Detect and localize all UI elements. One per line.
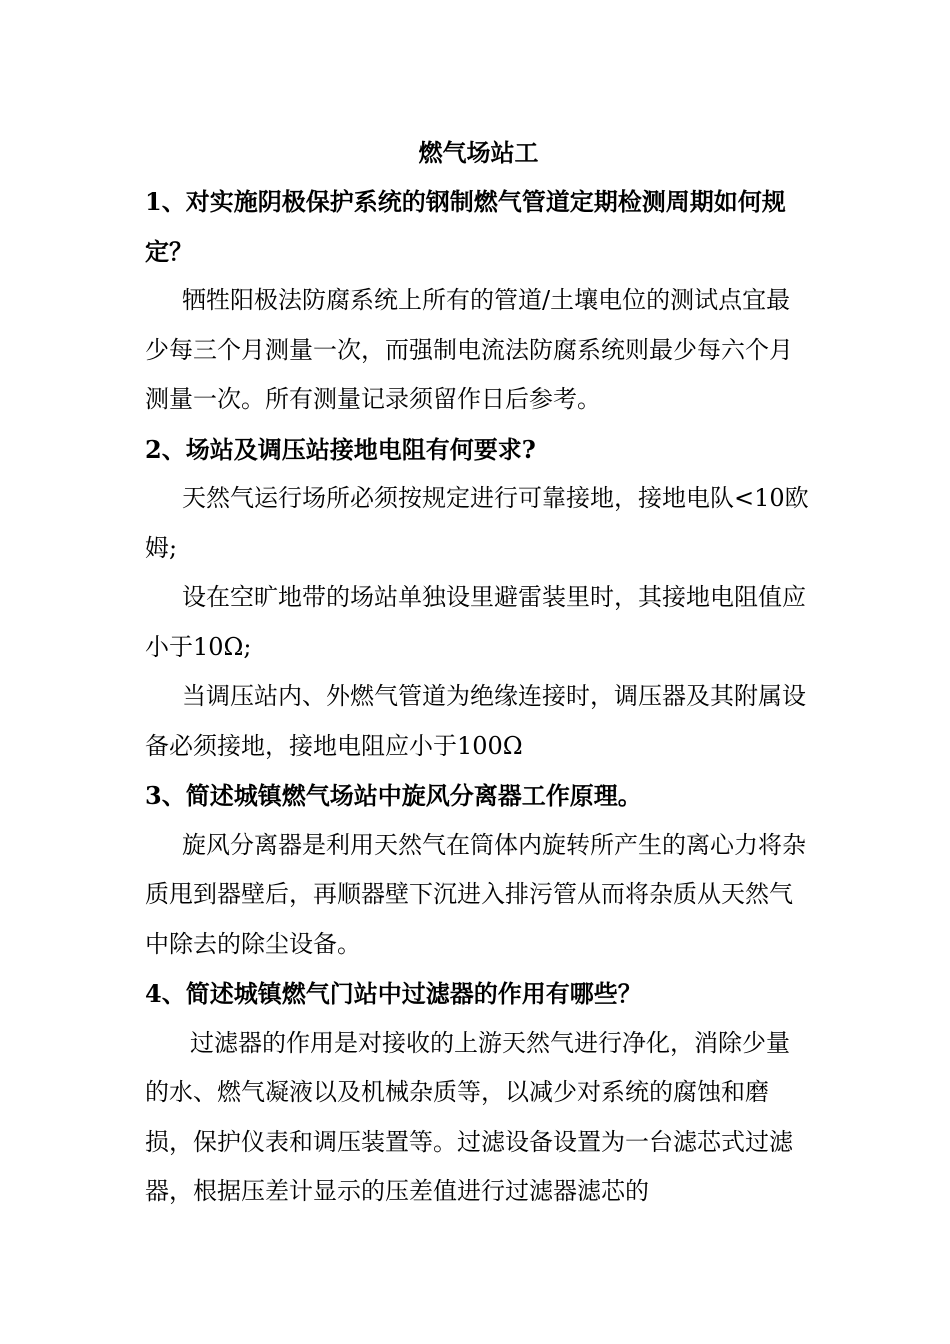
answer-2-paragraph-3: 当调压站内、外燃气管道为绝缘连接时，调压器及其附属设备必须接地，接地电阻应小于100Ω [145, 682, 806, 760]
question-3: 3、简述城镇燃气场站中旋风分离器工作原理。 [145, 781, 642, 810]
answer-1-paragraph-1: 牺牲阳极法防腐系统上所有的管道/土壤电位的测试点宜最少每三个月测量一次，而强制电流法防腐系统则最少每六个月测量一次。所有测量记录须留作日后参考。 [145, 286, 793, 413]
document-body [145, 128, 810, 1217]
section-4 [145, 969, 810, 1217]
section-3 [145, 771, 810, 969]
answer-2-paragraph-1: 天然气运行场所必须按规定进行可靠接地，接地电队<10欧姆; [145, 484, 809, 562]
answer-3-paragraph-1: 旋风分离器是利用天然气在筒体内旋转所产生的离心力将杂质甩到器壁后，再顺器壁下沉进入排污管从而将杂质从天然气中除去的除尘设备。 [145, 830, 806, 958]
question-2: 2、场站及调压站接地电阻有何要求? [145, 434, 536, 464]
answer-2-paragraph-2: 设在空旷地带的场站单独设里避雷装里时，其接地电阻值应小于10Ω; [145, 583, 806, 661]
section-2 [145, 425, 810, 772]
answer-4-paragraph-1: 过滤器的作用是对接收的上游天然气进行净化，消除少量的水、燃气凝液以及机械杂质等，以减少对系统的腐蚀和磨损，保护仪表和调压装置等。过滤设备设置为一台滤芯式过滤器，根据压差计显示的压差值进行过滤器滤芯的 [145, 1028, 793, 1205]
question-4: 4、简述城镇燃气门站中过滤器的作用有哪些？ [145, 979, 642, 1008]
document-title: 燃气场站工 [418, 138, 539, 167]
section-1 [145, 177, 810, 425]
question-1: 1、对实施阴极保护系统的钢制燃气管道定期检测周期如何规定？ [145, 187, 786, 266]
